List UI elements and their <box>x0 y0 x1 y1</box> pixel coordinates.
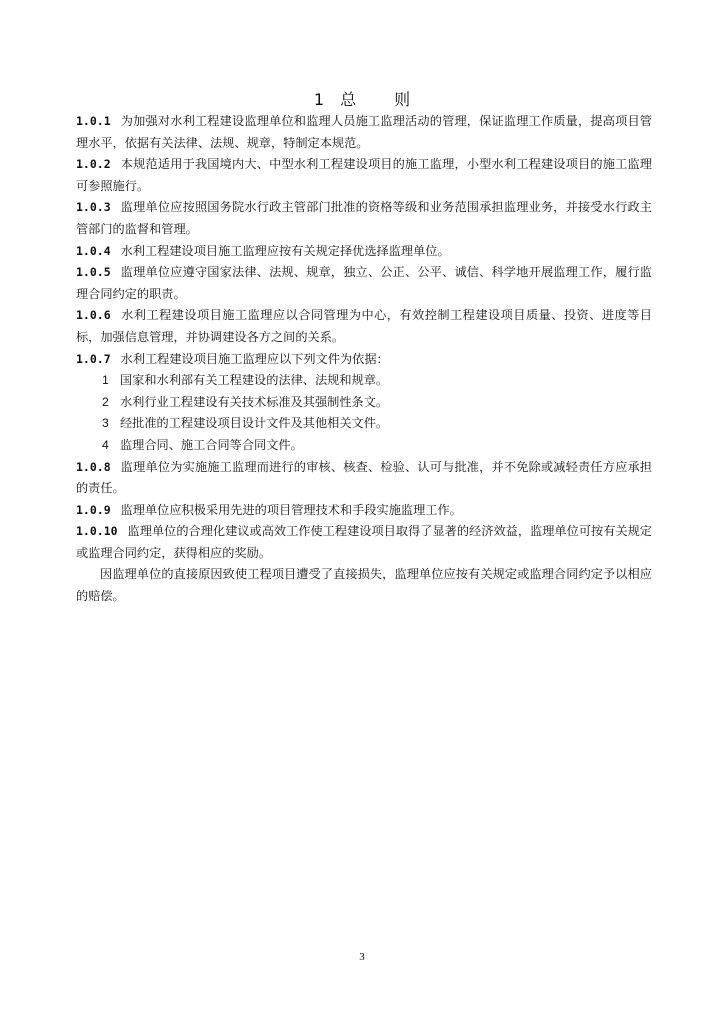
clause-number: 1.0.1 <box>76 114 111 128</box>
list-item <box>76 392 652 414</box>
list-item-text: 经批准的工程建设项目设计文件及其他相关文件。 <box>120 416 389 431</box>
final-paragraph: 因监理单位的直接原因致使工程项目遭受了直接损失，监理单位应按有关规定或监理合同约定予以相应的赔偿。 <box>76 567 652 604</box>
list-item <box>76 435 652 457</box>
list-item <box>76 370 652 392</box>
list-item-number: 2 <box>102 394 109 409</box>
chapter-body <box>76 111 652 608</box>
clause-text: 水利工程建设项目施工监理应按有关规定择优选择监理单位。 <box>120 243 450 258</box>
clause <box>76 349 652 371</box>
clause <box>76 457 652 500</box>
clause-text: 水利工程建设项目施工监理应以合同管理为中心，有效控制工程建设项目质量、投资、进度等目标，加强信息管理，并协调建设各方之间的关系。 <box>76 308 652 344</box>
clause <box>76 197 652 240</box>
clause-text: 水利工程建设项目施工监理应以下列文件为依据： <box>120 351 389 366</box>
list-item-text: 国家和水利部有关工程建设的法律、法规和规章。 <box>120 373 389 388</box>
clause-number: 1.0.4 <box>76 243 111 258</box>
clause <box>76 154 652 197</box>
clause-text: 监理单位为实施施工监理而进行的审核、核查、检验、认可与批准，并不免除或减轻责任方应承担的责任。 <box>76 459 652 496</box>
clause-text: 监理单位的合理化建议或高效工作使工程建设项目取得了显著的经济效益，监理单位可按有关规定或监理合同约定，获得相应的奖励。 <box>76 524 652 560</box>
clause-text: 为加强对水利工程建设监理单位和监理人员施工监理活动的管理，保证监理工作质量，提高项目管理水平，依据有关法律、法规、规章，特制定本规范。 <box>76 114 652 150</box>
list-item-number: 1 <box>102 373 109 388</box>
clause-text: 监理单位应积极采用先进的项目管理技术和手段实施监理工作。 <box>120 502 462 517</box>
clause-number: 1.0.6 <box>76 308 111 323</box>
chapter-number: 1 <box>313 90 325 109</box>
list-item-text: 监理合同、施工合同等合同文件。 <box>120 437 303 452</box>
clause-text: 监理单位应遵守国家法律、法规、规章，独立、公正、公平、诚信、科学地开展监理工作，履行监理合同约定的职责。 <box>76 265 652 301</box>
clause-number: 1.0.9 <box>76 502 111 517</box>
clause-number: 1.0.10 <box>76 524 118 539</box>
clause-number: 1.0.3 <box>76 200 111 215</box>
clause <box>76 111 652 154</box>
clause <box>76 521 652 564</box>
clause-number: 1.0.8 <box>76 459 111 474</box>
clause <box>76 241 652 263</box>
clause-text: 监理单位应按照国务院水行政主管部门批准的资格等级和业务范围承担监理业务，并接受水行政主管部门的监督和管理。 <box>76 200 652 236</box>
clause-number: 1.0.2 <box>76 157 111 172</box>
list-item-number: 4 <box>102 437 109 452</box>
clause <box>76 500 652 522</box>
list-item-number: 3 <box>102 416 109 431</box>
chapter-title-char-1: 总 <box>340 90 357 109</box>
clause <box>76 262 652 305</box>
clause-number: 1.0.7 <box>76 351 111 366</box>
list-item-text: 水利行业工程建设有关技术标准及其强制性条文。 <box>120 394 389 409</box>
page-number: 3 <box>359 951 365 963</box>
clause-text: 本规范适用于我国境内大、中型水利工程建设项目的施工监理，小型水利工程建设项目的施工监理可参照施行。 <box>76 157 652 193</box>
chapter-title-char-2: 则 <box>394 90 411 109</box>
clause-number: 1.0.5 <box>76 265 111 280</box>
list-item <box>76 413 652 435</box>
clause <box>76 305 652 348</box>
chapter-title <box>0 89 724 111</box>
